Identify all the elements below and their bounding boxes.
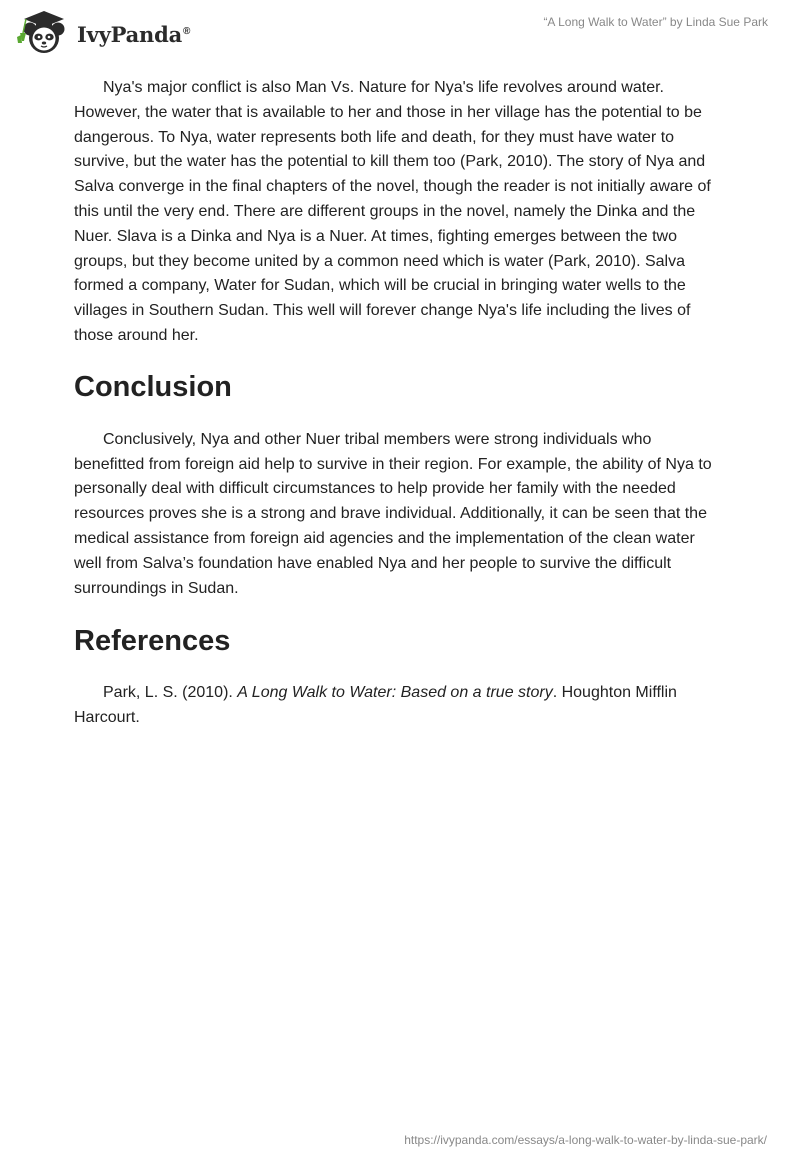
reference-title: A Long Walk to Water: Based on a true story — [237, 684, 553, 702]
references-heading: References — [74, 625, 231, 658]
body-paragraph: Nya's major conflict is also Man Vs. Nature for Nya's life revolves around water. However, the water that is available to her and those in her village has the potential to be dangerous. To Nya, water represents both life and death, for they must have water to survive, but the water has the potential to kill them too (Park, 2010). The story of Nya and Salva converge in the final chapters of the novel, though the reader is not initially aware of this until the very end. There are different groups in the novel, namely the Dinka and the Nuer. Slava is a Dinka and Nya is a Nuer. At times, fighting emerges between the two groups, but they become united by a common need which is water (Park, 2010). Salva formed a company, Water for Sudan, which will be crucial in bringing water wells to the villages in Southern Sudan. This well will forever change Nya's life including the lives of those around her. — [74, 79, 711, 344]
conclusion-heading: Conclusion — [74, 370, 232, 403]
panda-graduation-cap-logo — [14, 7, 74, 57]
essay-content — [74, 76, 726, 731]
reference-publisher: . Houghton Mifflin Harcourt. — [74, 684, 677, 727]
reference-entry — [74, 681, 726, 731]
brand-name: IvyPanda® — [77, 21, 191, 47]
registered-mark: ® — [183, 25, 191, 37]
reference-author-year: Park, L. S. (2010). — [103, 684, 238, 702]
ivypanda-logo[interactable] — [14, 7, 190, 57]
conclusion-paragraph: Conclusively, Nya and other Nuer tribal members were strong individuals who benefitted from foreign aid help to survive in their region. For example, the ability of Nya to personally deal with difficult circumstances to help provide her family with the needed resources proves she is a strong and brave individual. Additionally, it can be seen that the medical assistance from foreign aid agencies and the implementation of the clean water well from Salva’s foundation have enabled Nya and her people to survive the difficult surroundings in Sudan. — [74, 430, 712, 597]
page-header — [0, 0, 800, 60]
document-title: “A Long Walk to Water” by Linda Sue Park — [543, 15, 768, 29]
source-url[interactable]: https://ivypanda.com/essays/a-long-walk-to-water-by-linda-sue-park/ — [404, 1133, 767, 1147]
